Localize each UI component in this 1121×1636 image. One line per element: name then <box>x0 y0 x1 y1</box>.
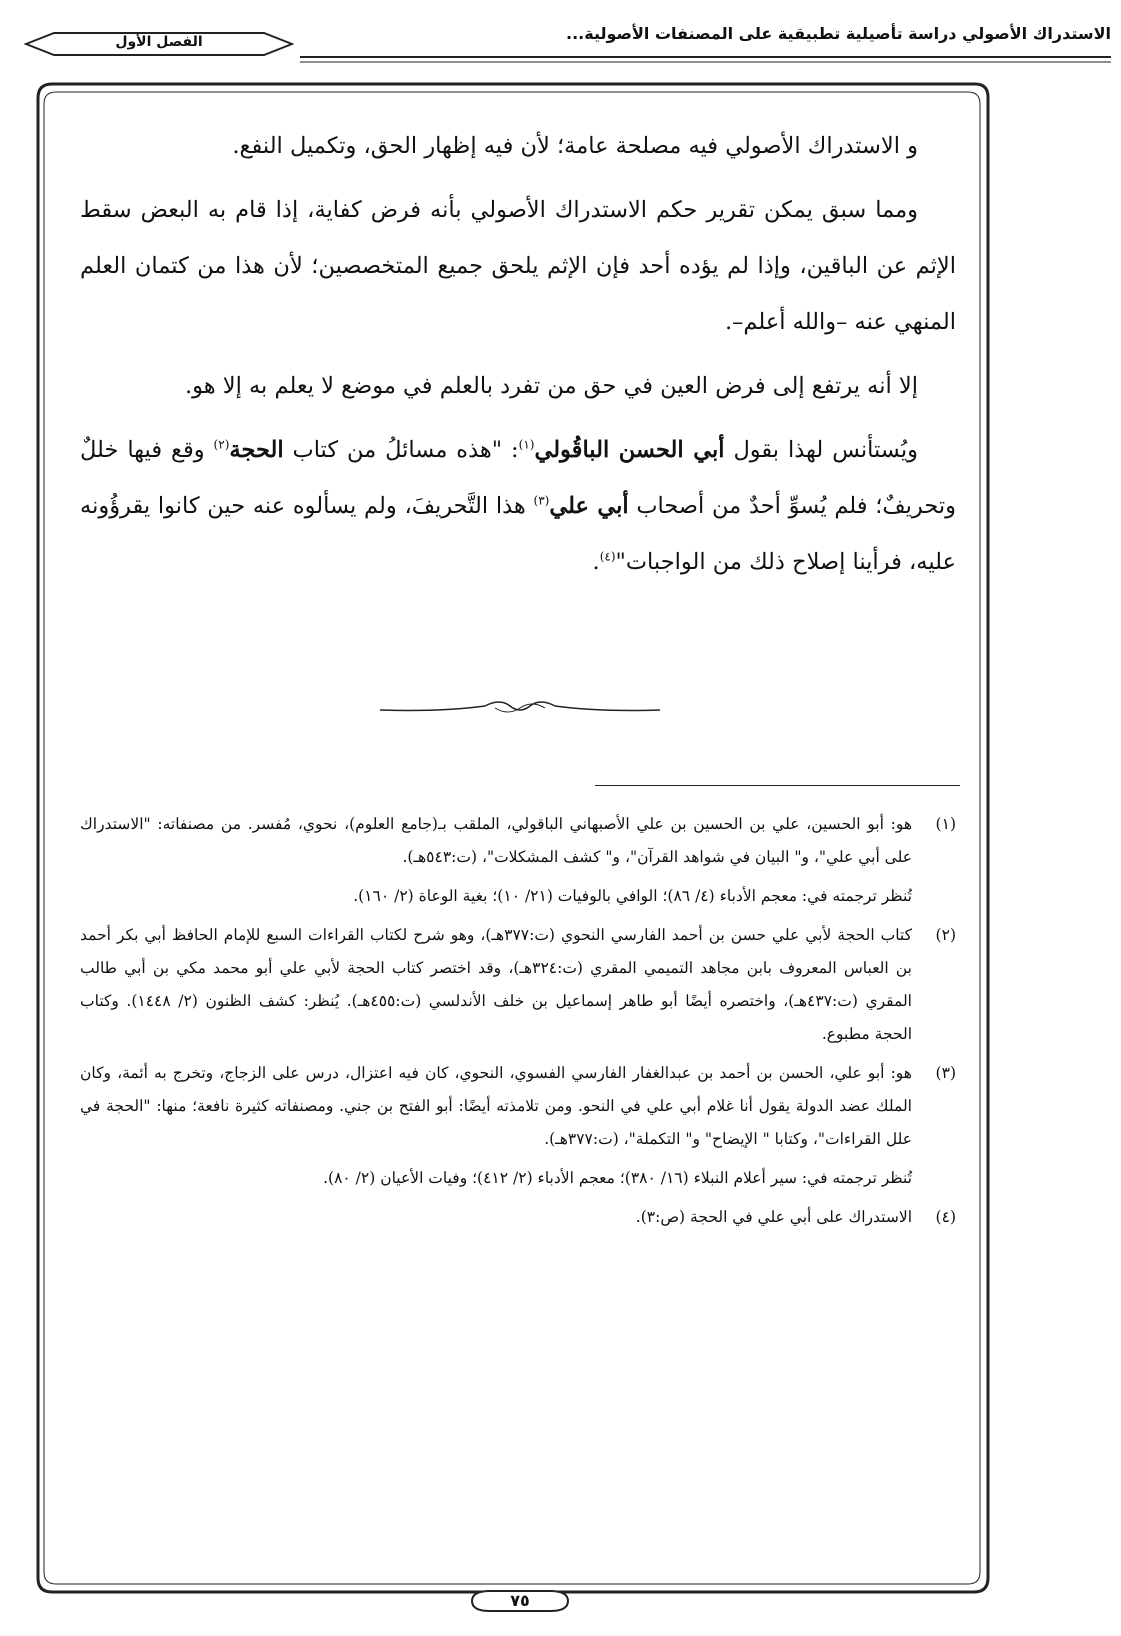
footnote-ref-3[interactable]: (٣) <box>533 493 550 508</box>
p4-text-e: . <box>592 549 600 575</box>
running-title: الاستدراك الأصولي دراسة تأصيلية تطبيقية على المصنفات الأصولية... <box>566 24 1111 43</box>
footnote-number: (٤) <box>935 1208 956 1226</box>
name-abu-alhasan: أبي الحسن الباقُولي <box>534 437 725 463</box>
paragraph-4 <box>80 422 956 590</box>
footnote-1 <box>80 808 956 913</box>
page-number <box>470 1588 570 1614</box>
book-alhujja: الحجة <box>229 437 284 463</box>
footnote-number: (٢) <box>935 926 956 944</box>
footnote-ref-4[interactable]: (٤) <box>599 549 616 564</box>
footnotes <box>80 808 956 1240</box>
paragraph-2: ومما سبق يمكن تقرير حكم الاستدراك الأصولي بأنه فرض كفاية، إذا قام به البعض سقط الإثم عن الباقين، وإذا لم يؤده أحد فإن الإثم يلحق جميع المتخصصين؛ لأن هذا من كتمان العلم المنهي عنه –والله أعلم–. <box>80 197 956 335</box>
footnote-3 <box>80 1057 956 1195</box>
ornament-divider-icon <box>380 696 660 720</box>
footnote-text: كتاب الحجة لأبي علي حسن بن أحمد الفارسي النحوي (ت:٣٧٧هـ)، وهو شرح لكتاب القراءات السبع للإمام الحافظ أبي بكر أحمد بن العباس المعروف بابن مجاهد التميمي المقري (ت:٣٢٤هـ)، وقد اختصر كتاب الحجة لأبي علي أبو محمد مكي بن أبي طالب المقري (ت:٤٣٧هـ)، واختصره أيضًا أبو طاهر إسماعيل بن خلف الأندلسي (ت:٤٥٥هـ). يُنظر: كشف الظنون (٢/ ١٤٤٨). وكتاب الحجة مطبوع. <box>80 926 912 1043</box>
body-text <box>80 118 956 598</box>
footnote-number: (١) <box>935 815 956 833</box>
paragraph-3: إلا أنه يرتفع إلى فرض العين في حق من تفرد بالعلم في موضع لا يعلم به إلا هو. <box>184 373 918 399</box>
footnote-text: هو: أبو الحسين، علي بن الحسين بن علي الأصبهاني الباقولي، الملقب بـ(جامع العلوم)، نحوي، مُفسر. من مصنفاته: "الاستدراك على أبي علي"، و" البيان في شواهد القرآن"، و" كشف المشكلات"، (ت:٥٤٣هـ). <box>80 815 912 866</box>
footnote-ref-1[interactable]: (١) <box>518 437 535 452</box>
p4-text-c: وقع فيها خللٌ وتحريفٌ؛ فلم يُسوِّ أحدٌ من أصحاب <box>80 437 956 519</box>
footnote-source: تُنظر ترجمته في: معجم الأدباء (٤/ ٨٦)؛ الوافي بالوفيات (٢١/ ١٠)؛ بغية الوعاة (٢/ ١٦٠). <box>353 887 912 905</box>
footnote-source: تُنظر ترجمته في: سير أعلام النبلاء (١٦/ ٣٨٠)؛ معجم الأدباء (٢/ ٤١٢)؛ وفيات الأعيان (٢/ ٨٠). <box>323 1169 912 1187</box>
footnote-text: الاستدراك على أبي علي في الحجة (ص:٣). <box>635 1208 912 1226</box>
p4-text-b: : "هذه مسائلُ من كتاب <box>283 437 519 463</box>
footnote-text: هو: أبو علي، الحسن بن أحمد بن عبدالغفار الفارسي الفسوي، النحوي، كان فيه اعتزال، درس على الزجاج، وتخرج به أئمة، وكان الملك عضد الدولة يقول أنا غلام أبي علي في النحو. ومن تلامذته أيضًا: أبو الفتح بن جني. ومصنفاته كثيرة نافعة؛ منها: "الحجة في علل القراءات"، وكتابا " الإيضاح" و" التكملة"، (ت:٣٧٧هـ). <box>80 1064 912 1148</box>
name-abu-ali: أبي علي <box>549 493 629 519</box>
footnote-separator <box>595 785 960 786</box>
paragraph-1: و الاستدراك الأصولي فيه مصلحة عامة؛ لأن فيه إظهار الحق، وتكميل النفع. <box>232 133 918 159</box>
p4-text-d: هذا التَّحريفَ، ولم يسألوه عنه حين كانوا يقرؤُونه عليه، فرأينا إصلاح ذلك من الواجبات" <box>80 493 956 575</box>
chapter-label: الفصل الأول <box>115 34 203 50</box>
p4-text-a: ويُستأنس لهذا بقول <box>724 437 918 463</box>
footnote-4 <box>80 1201 956 1234</box>
footnote-number: (٣) <box>935 1064 956 1082</box>
footnote-ref-2[interactable]: (٢) <box>213 437 230 452</box>
page-number-value: ٧٥ <box>510 1591 530 1610</box>
footnote-2 <box>80 919 956 1051</box>
